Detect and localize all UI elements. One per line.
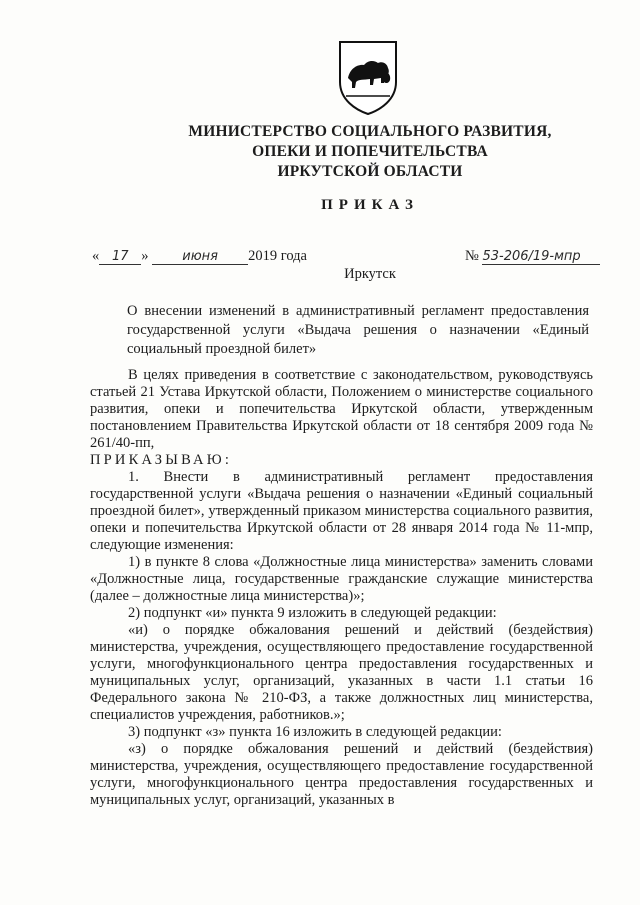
number-prefix: № [465, 248, 479, 264]
ministry-header [0, 122, 640, 182]
date-year: 2019 года [248, 248, 307, 264]
ministry-name-line-1: МИНИСТЕРСТВО СОЦИАЛЬНОГО РАЗВИТИЯ, [188, 123, 552, 140]
ministry-name-line-2: ОПЕКИ И ПОПЕЧИТЕЛЬСТВА [252, 143, 488, 160]
order-subject: О внесении изменений в административный регламент предоставления государственной услуги «Выдача решения о назначении «Единый социальный проездной билет» [127, 303, 589, 357]
date-day: 17 [99, 249, 141, 265]
date-close-quote: » [141, 248, 149, 264]
date-month: июня [152, 249, 248, 265]
item-1-paragraph: 1. Внести в административный регламент предоставления государственной услуги «Выдача решения о назначении «Единый социальный проездной билет», утвержденный приказом министерства социального развития, опеки и попечительства Иркутской области от 28 января 2014 года № 11-мпр, следующие изменения: [90, 469, 593, 553]
subitem-1-paragraph: 1) в пункте 8 слова «Должностные лица министерства» заменить словами «Должностные лица, государственные гражданские служащие министерства (далее – должностные лица министерства)»; [90, 554, 593, 604]
order-title: ПРИКАЗ [321, 197, 419, 213]
date-open-quote: « [92, 248, 100, 264]
order-body [90, 367, 593, 809]
number-value: 53-206/19-мпр [482, 249, 600, 265]
subitem-3-paragraph: 3) подпункт «з» пункта 16 изложить в следующей редакции: [128, 724, 502, 740]
city: Иркутск [344, 266, 396, 282]
order-number [465, 248, 600, 265]
ministry-name-line-3: ИРКУТСКОЙ ОБЛАСТИ [277, 163, 463, 180]
subitem-2-paragraph: 2) подпункт «и» пункта 9 изложить в следующей редакции: [128, 605, 497, 621]
subitem-3-text: «з) о порядке обжалования решений и действий (бездействия) министерства, учреждения, осуществляющего предоставление государственной услуги, многофункционального центра предоставления государственных и муниципальных услуг, организаций, указанных в [90, 741, 593, 808]
prikazyvayu-heading: ПРИКАЗЫВАЮ: [90, 452, 233, 468]
preamble-paragraph: В целях приведения в соответствие с законодательством, руководствуясь статьей 21 Устава Иркутской области, Положением о министерстве социального развития, опеки и попечительства Иркутской области, утвержденным постановлением Правительства Иркутской области от 18 сентября 2009 года № 261/40-пп, [90, 367, 593, 451]
irkutsk-coat-of-arms-emblem [334, 38, 402, 116]
subitem-2-text: «и) о порядке обжалования решений и действий (бездействия) министерства, учреждения, осуществляющего предоставление государственной услуги, многофункционального центра предоставления государственных и муниципальных услуг, организаций, указанных в части 1.1 статьи 16 Федерального закона № 210-ФЗ, а также должностных лиц министерства, специалистов учреждения, работников.»; [90, 622, 593, 723]
order-date [92, 248, 307, 265]
